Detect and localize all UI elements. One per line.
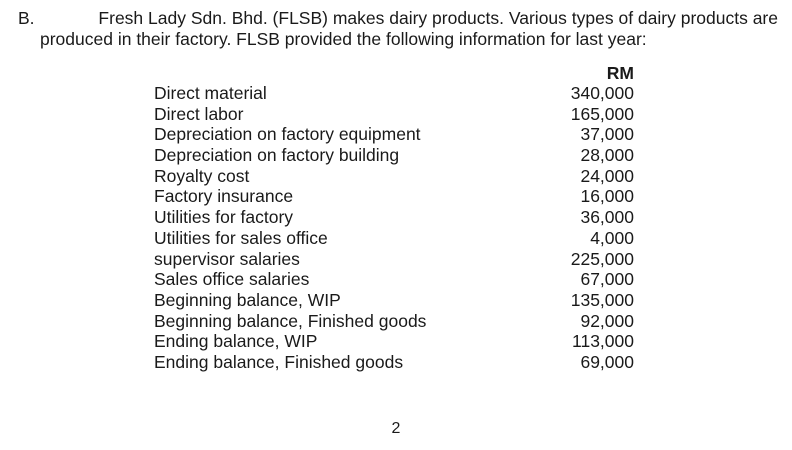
question-text-line-2: produced in their factory. FLSB provided the following information for last year: xyxy=(40,29,647,49)
table-row xyxy=(154,83,634,104)
row-label: Beginning balance, WIP xyxy=(154,289,341,310)
row-label: Depreciation on factory equipment xyxy=(154,124,421,145)
row-label: Factory insurance xyxy=(154,186,294,207)
row-amount: 36,000 xyxy=(580,207,634,228)
row-amount: 135,000 xyxy=(570,289,634,310)
row-amount: 24,000 xyxy=(580,165,634,186)
table-row xyxy=(154,186,634,207)
row-amount: 67,000 xyxy=(580,269,634,290)
row-amount: 113,000 xyxy=(572,331,634,352)
table-row xyxy=(154,207,634,228)
row-amount: 92,000 xyxy=(580,310,634,331)
table-row xyxy=(154,124,634,145)
question-text-line-1: Fresh Lady Sdn. Bhd. (FLSB) makes dairy products. Various types of dairy products are xyxy=(98,8,778,28)
row-amount: 165,000 xyxy=(570,103,634,124)
table-row xyxy=(154,145,634,166)
row-amount: 4,000 xyxy=(590,227,634,248)
row-label: supervisor salaries xyxy=(154,248,300,269)
row-label: Utilities for factory xyxy=(154,207,294,228)
table-row xyxy=(154,311,634,332)
table-row xyxy=(154,228,634,249)
question-label: B. xyxy=(18,8,35,28)
row-label: Ending balance, WIP xyxy=(154,331,318,352)
table-row xyxy=(154,290,634,311)
row-amount: 225,000 xyxy=(570,248,634,269)
table-row xyxy=(154,249,634,270)
row-label: Ending balance, Finished goods xyxy=(154,351,404,372)
table-row xyxy=(154,331,634,352)
question-line-1 xyxy=(18,8,778,29)
table-row xyxy=(154,352,634,373)
row-label: Sales office salaries xyxy=(154,269,310,290)
row-amount: 16,000 xyxy=(580,186,634,207)
row-label: Royalty cost xyxy=(154,165,250,186)
row-label: Direct labor xyxy=(154,103,244,124)
row-amount: 69,000 xyxy=(580,351,634,372)
row-amount: 28,000 xyxy=(580,145,634,166)
cost-table xyxy=(154,63,634,373)
table-row xyxy=(154,104,634,125)
table-row xyxy=(154,166,634,187)
row-amount: 37,000 xyxy=(580,124,634,145)
row-amount: 340,000 xyxy=(570,83,634,103)
row-label: Depreciation on factory building xyxy=(154,145,400,166)
row-label: Beginning balance, Finished goods xyxy=(154,310,427,331)
currency-header: RM xyxy=(606,63,634,83)
row-label: Utilities for sales office xyxy=(154,227,328,248)
row-label: Direct material xyxy=(154,83,267,103)
question-block xyxy=(18,8,778,50)
page-number: 2 xyxy=(391,420,401,437)
table-row xyxy=(154,269,634,290)
